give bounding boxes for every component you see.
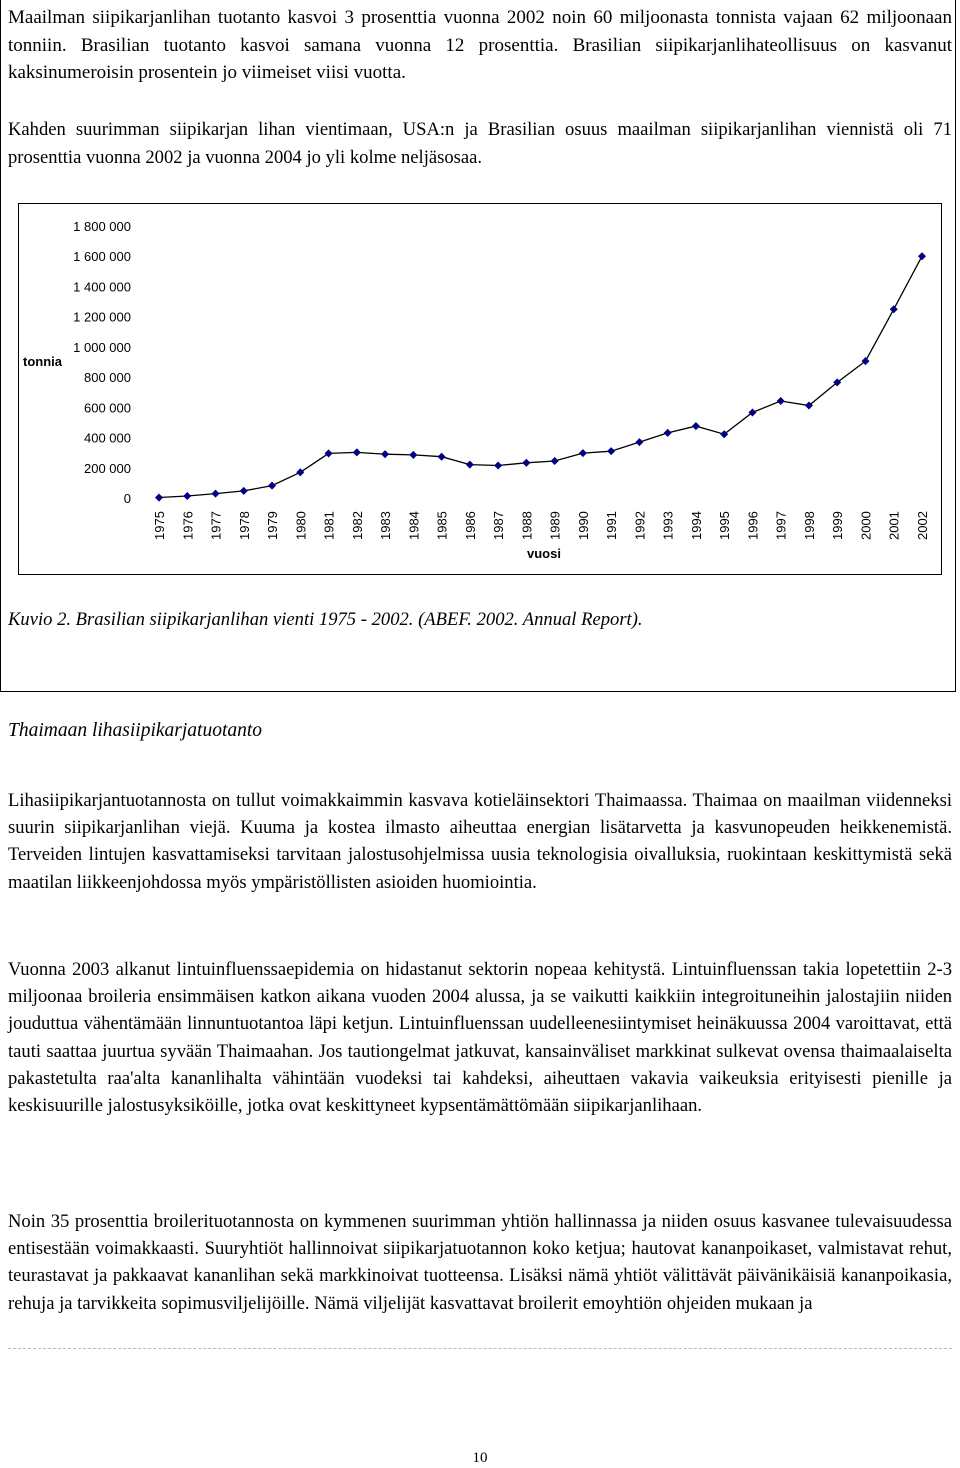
data-point-marker	[495, 462, 502, 469]
data-point-marker	[636, 438, 643, 445]
data-point-marker	[268, 482, 275, 489]
x-tick-label: 2001	[886, 511, 902, 540]
y-tick-label: 1 400 000	[73, 279, 131, 295]
data-point-marker	[155, 494, 162, 501]
x-tick-label: 1989	[547, 511, 563, 540]
x-tick-label: 1984	[406, 511, 422, 540]
data-point-marker	[438, 453, 445, 460]
data-point-marker	[692, 422, 699, 429]
x-tick-label: 1985	[434, 511, 450, 540]
data-point-marker	[410, 451, 417, 458]
x-tick-label: 1994	[688, 511, 704, 540]
x-tick-label: 1999	[830, 511, 846, 540]
x-tick-label: 1991	[604, 511, 620, 540]
x-tick-label: 1992	[632, 511, 648, 540]
x-tick-label: 1993	[660, 511, 676, 540]
data-point-marker	[551, 457, 558, 464]
x-tick-label: 1979	[265, 511, 281, 540]
x-tick-label: 1978	[236, 511, 252, 540]
y-tick-label: 1 000 000	[73, 339, 131, 355]
data-point-marker	[353, 449, 360, 456]
y-tick-label: 600 000	[84, 400, 131, 416]
thailand-paragraph-2: Vuonna 2003 alkanut lintuinfluenssaepidemia on hidastanut sektorin nopeaa kehitystä. Lintuinfluenssan takia lopetettiin 2-3 miljoonaa broileria ensimmäisen katkon aikana vuoden 2004 alussa, ja se vaikutti kaikkiin integroituneihin jalostajiin niiden jouduttua vähentämään linnuntuotantoa läpi ketjun. Lintuinfluenssan uudelleenesiintymiset heinäkuussa 2004 varoittavat, että tauti saattaa juurtua syvään Thaimaahan. Jos tautiongelmat jatkuvat, kansainväliset markkinat sulkevat ovensa thaimaalaiselta pakastetulta raa'alta kananlihalta vähintään vuodeksi tai kahdeksi, aiheuttaen vakavia vaikeuksia erityisesti pienille ja keskisuurille jalostusyksiköille, jotka ovat keskittyneet kypsentämättömään siipikarjanlihaan.	[8, 959, 952, 1117]
y-tick-label: 1 200 000	[73, 309, 131, 325]
data-point-marker	[664, 429, 671, 436]
data-point-marker	[212, 490, 219, 497]
x-tick-label: 1981	[321, 511, 337, 540]
data-point-marker	[381, 451, 388, 458]
x-tick-label: 1998	[801, 511, 817, 540]
x-tick-label: 1997	[773, 511, 789, 540]
data-point-marker	[918, 253, 925, 260]
chart-container	[18, 203, 942, 575]
x-tick-label: 2000	[858, 511, 874, 540]
thailand-paragraph-1: Lihasiipikarjantuotannosta on tullut voimakkaimmin kasvava kotieläinsektori Thaimaassa. Thaimaa on maailman viidenneksi suurin siipikarjanlihan viejä. Kuuma ja kostea ilmasto aiheuttaa energian lisätarvetta ja kasvunopeuden heikkenemistä. Terveiden lintujen kasvattamiseksi tarvitaan jalostusohjelmissa uusia teknologisia oivalluksia, ruokintaan keskittymistä sekä maatilan liikkeenjohdossa myös ympäristöllisten asioiden huomiointia.	[8, 790, 952, 893]
y-tick-label: 0	[123, 491, 131, 506]
data-point-marker	[579, 450, 586, 457]
export-line-chart	[19, 204, 941, 574]
x-tick-label: 1983	[378, 511, 394, 540]
thailand-paragraph-3: Noin 35 prosenttia broilerituotannosta on kymmenen suurimman yhtiön hallinnassa ja niiden osuus kasvanee tulevaisuudessa entisestään voimakkaasti. Suuryhtiöt hallinnoivat siipikarjatuotannon koko ketjua; hautovat kananpoikaset, valmistavat rehut, teurastavat ja pakkaavat kananlihan sekä markkinoivat tuotteensa. Lisäksi nämä yhtiöt välittävät päivänikäisiä kananpoikasia, rehuja ja tarvikkeita sopimusviljelijöille. Nämä viljelijät kasvattavat broilerit emoyhtiön ohjeiden mukaan ja	[8, 1211, 952, 1314]
x-tick-label: 1987	[491, 511, 507, 540]
data-point-marker	[297, 469, 304, 476]
x-tick-label: 1977	[208, 511, 224, 540]
data-point-marker	[608, 448, 615, 455]
x-tick-label: 2002	[915, 511, 930, 540]
series-line	[159, 256, 922, 497]
data-point-marker	[890, 306, 897, 313]
section-heading: Thaimaan lihasiipikarjatuotanto	[8, 720, 263, 741]
data-point-marker	[523, 459, 530, 466]
data-point-marker	[777, 397, 784, 404]
x-tick-label: 1986	[462, 511, 478, 540]
data-point-marker	[184, 492, 191, 499]
figure-caption: Kuvio 2. Brasilian siipikarjanlihan vienti 1975 - 2002. (ABEF. 2002. Annual Report).	[8, 609, 643, 630]
y-tick-label: 400 000	[84, 430, 131, 446]
data-point-marker	[325, 450, 332, 457]
intro-paragraph: Maailman siipikarjanlihan tuotanto kasvoi 3 prosenttia vuonna 2002 noin 60 miljoonasta tonnista vajaan 62 miljoonaan tonniin. Brasilian tuotanto kasvoi samana vuonna 12 prosenttia. Brasilian siipikarjanlihateollisuus on kasvanut kaksinumeroisin prosentein jo viimeiset viisi vuotta.	[8, 7, 952, 83]
y-axis-label: tonnia	[23, 354, 62, 369]
x-tick-label: 1980	[293, 511, 309, 540]
data-point-marker	[240, 487, 247, 494]
x-tick-label: 1982	[349, 511, 365, 540]
data-point-marker	[466, 461, 473, 468]
page-cut-divider	[8, 1348, 952, 1350]
x-tick-label: 1995	[717, 511, 733, 540]
y-tick-label: 800 000	[84, 370, 131, 386]
x-tick-label: 1976	[180, 511, 196, 540]
y-tick-label: 1 600 000	[73, 249, 131, 265]
export-share-paragraph: Kahden suurimman siipikarjan lihan vientimaan, USA:n ja Brasilian osuus maailman siipikarjanlihan viennistä oli 71 prosenttia vuonna 2002 ja vuonna 2004 jo yli kolme neljäsosaa.	[8, 119, 952, 168]
page-number: 10	[472, 1450, 488, 1466]
x-tick-label: 1990	[575, 511, 591, 540]
x-axis-label: vuosi	[527, 546, 561, 561]
x-tick-label: 1975	[152, 511, 167, 540]
y-tick-label: 1 800 000	[73, 219, 131, 234]
x-tick-label: 1996	[745, 511, 761, 540]
x-tick-label: 1988	[519, 511, 535, 540]
y-tick-label: 200 000	[84, 460, 131, 476]
